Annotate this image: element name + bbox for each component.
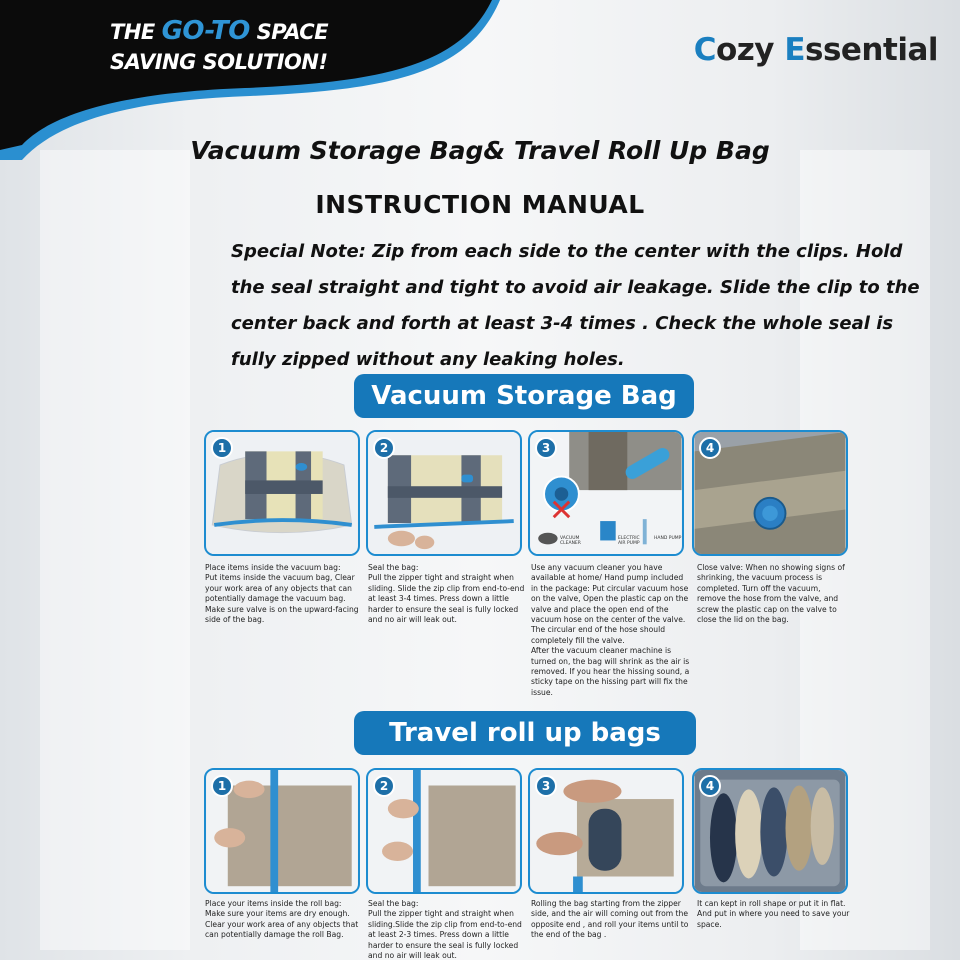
section-title-roll: Travel roll up bags [354,711,696,755]
step-number-badge: 1 [211,437,233,459]
roll-step-1-text [205,899,365,941]
step-body: Make sure your items are dry enough. Clear your work area of any objects that can potentially damage the roll Bag. [205,909,359,940]
vacuum-step-1-image [204,430,360,556]
step-heading: Place items inside the vacuum bag: [205,563,341,572]
step-number-badge: 4 [699,437,721,459]
step-body: Put items inside the vacuum bag, Clear your work area of any objects that can potentially damage the vacuum bag. Make sure valve is on the upward-facing side of the bag. [205,573,359,625]
air-pump-label: ELECTRIC AIR PUMP [618,536,640,546]
vacuum-step-2-image [366,430,522,556]
vacuum-step-2-text [368,563,528,625]
step-heading: Seal the bag: [368,899,419,908]
step-number-badge: 2 [373,775,395,797]
step-heading: It can kept in roll shape or put it in flat. And put in where you need to save your space. [697,899,850,929]
banner-line2: SAVING SOLUTION! [110,50,328,74]
step-heading: Seal the bag: [368,563,419,572]
page-title: Vacuum Storage Bag& Travel Roll Up Bag [190,136,770,165]
banner-tagline: THE GO-TO SPACE SAVING SOLUTION! [110,16,328,77]
step-body: Pull the zipper tight and straight when sliding.Slide the zip clip from end-to-end at least 2-3 times. Press down a little harder to ensure the seal is fully locked and no air will leak out. [368,909,522,960]
manual-heading: INSTRUCTION MANUAL [315,190,645,219]
vacuum-step-4-image [692,430,848,556]
special-note: Special Note: Zip from each side to the center with the clips. Hold the seal straight and tight to avoid air leakage. Slide the clip to the center back and forth at least 3-4 times . Check the whole seal is fully zipped without any leaking holes. [231,241,920,370]
step-number-badge: 3 [535,775,557,797]
roll-step-2-image [366,768,522,894]
vacuum-step-3-text [531,563,691,698]
step-number-badge: 1 [211,775,233,797]
step-number-badge: 2 [373,437,395,459]
section-title-vacuum: Vacuum Storage Bag [354,374,694,418]
hand-pump-label: HAND PUMP [654,536,682,541]
step-body: Pull the zipper tight and straight when sliding. Slide the zip clip from end-to-end at least 3-4 times. Press down a little harder to ensure the seal is fully locked and no air will leak out. [368,573,525,625]
brand-logo: Cozy Essential [693,32,938,68]
vacuum-cleaner-label: VACUUM CLEANER [560,536,581,546]
roll-step-4-image [692,768,848,894]
roll-step-4-text [697,899,853,930]
vacuum-step-4-text [697,563,847,625]
step-heading: Rolling the bag starting from the zipper side, and the air will coming out from the opposite end , and roll your items until to the end of the bag . [531,899,689,940]
roll-step-3-text [531,899,691,941]
roll-step-3-image [528,768,684,894]
step-heading: Use any vacuum cleaner you have available at home/ Hand pump included in the package: Put circular vacuum hose on the valve, Open the plastic cap on the valve and place the open end of the vacuum hose on the center of the valve. The circular end of the hose should completely fill the valve. [531,563,689,645]
roll-step-2-text [368,899,528,960]
banner-accent: GO-TO [161,16,250,46]
background-panel-left [40,150,190,950]
step-body: After the vacuum cleaner machine is turned on, the bag will shrink as the air is removed. If you hear the hissing sound, a sticky tape on the hissing part will fix the issue. [531,646,690,697]
roll-step-1-image [204,768,360,894]
vacuum-step-3-image [528,430,684,556]
step-number-badge: 4 [699,775,721,797]
step-heading: Place your items inside the roll bag: [205,899,342,908]
step-number-badge: 3 [535,437,557,459]
vacuum-step-1-text [205,563,365,625]
step-heading: Close valve: When no showing signs of shrinking, the vacuum process is completed. Turn off the vacuum, remove the hose from the valve, and screw the plastic cap on the valve to close the lid on the bag. [697,563,845,625]
